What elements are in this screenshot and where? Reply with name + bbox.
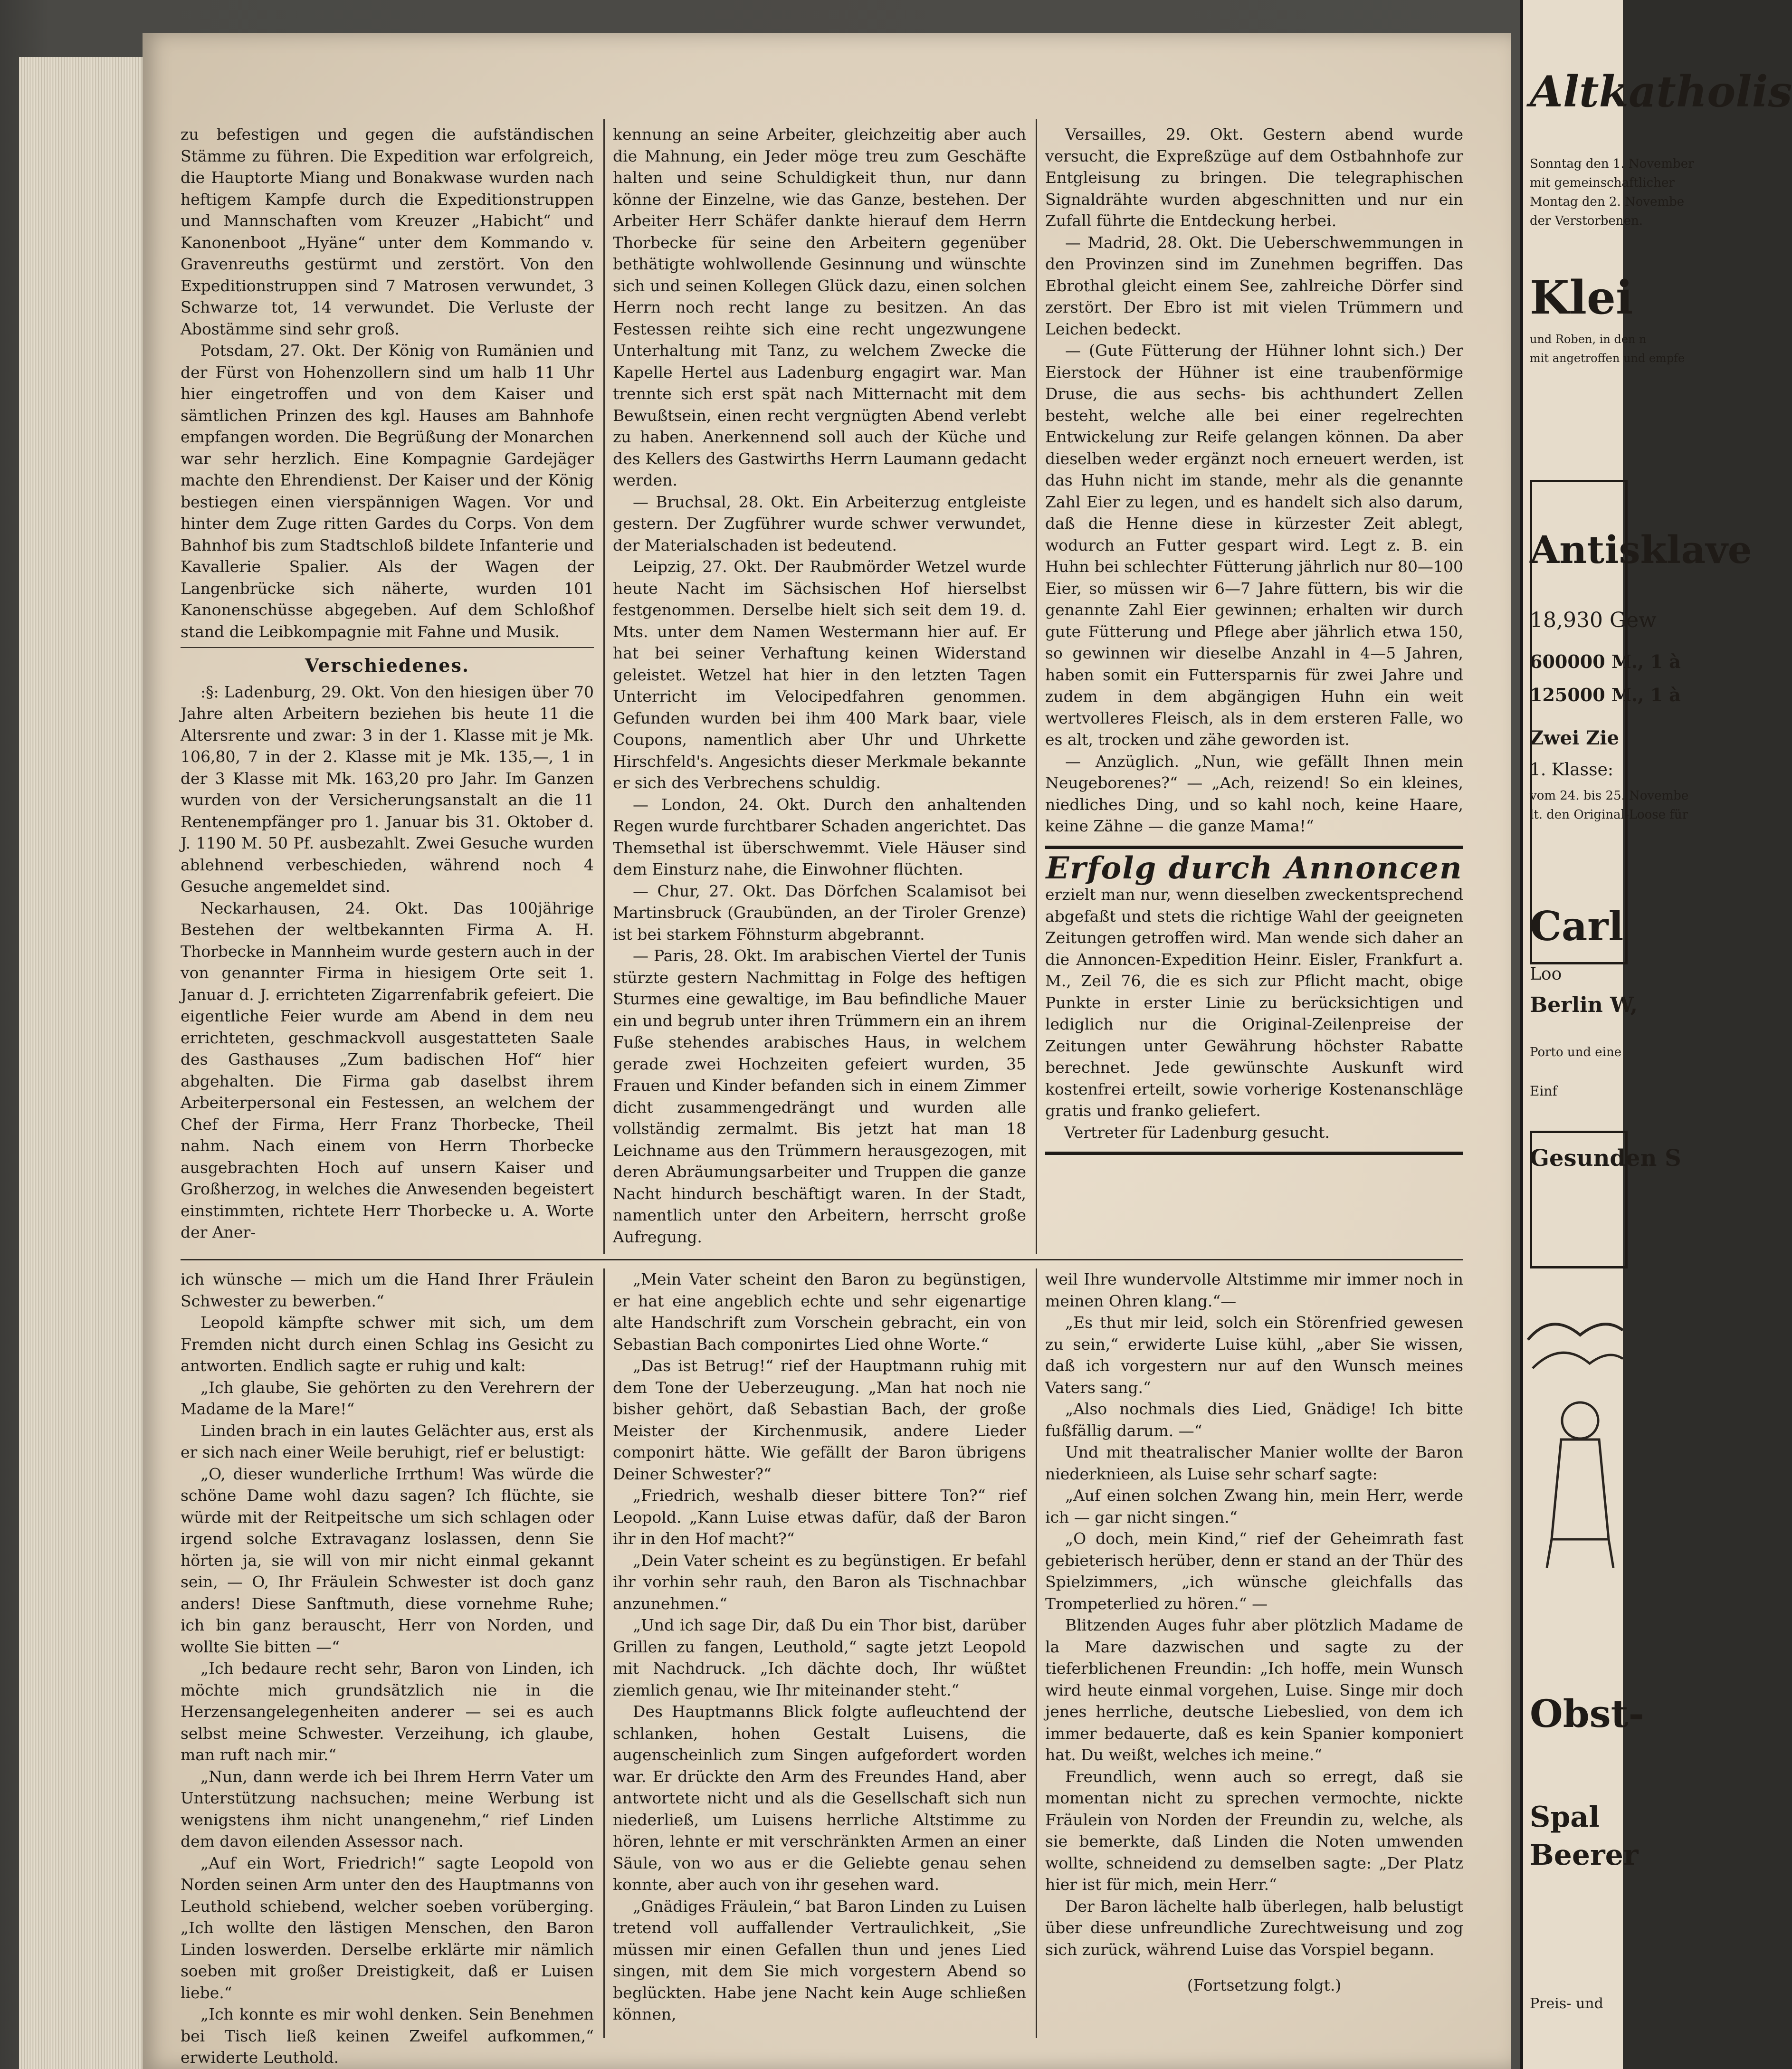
story-continuation: (Fortsetzung folgt.) bbox=[1187, 1976, 1342, 1994]
story-col1 bbox=[181, 1268, 594, 2067]
np-carl-0: Carl bbox=[1530, 903, 1624, 950]
article-bruchsal: — Bruchsal, 28. Okt. Ein Arbeiterzug entgleiste gestern. Der Zugführer wurde schwer verwundet, der Materialschaden ist bedeutend. bbox=[613, 492, 1026, 554]
story-col1-p0: ich wünsche — mich um die Hand Ihrer Fräulein Schwester zu bewerben.“ bbox=[181, 1270, 594, 1310]
article-thorbecke-cont: kennung an seine Arbeiter, gleichzeitig aber auch die Mahnung, ein Jeder möge treu zum Geschäfte halten und seine Schuldigkeit thun, nur dann könne der Einzelne, wie das Ganze, bestehen. Der Arbeiter Herr Schäfer dankte hierauf dem Herrn Thorbecke für seine den Arbeitern gegenüber bethätigte wohlwollende Gesinnung und wünschte sich und seinen Kollegen Glück dazu, einen solchen Herrn noch recht lange zu besitzen. An das Festessen reihte sich eine recht ungezwungene Unterhaltung mit Tanz, zu welchem Zwecke die Kapelle Hertel aus Ladenburg engagirt war. Man trennte sich erst spät nach Mitternacht mit dem Bewußtsein, einen recht vergnügten Abend verlebt zu haben. Anerkennend soll auch der Küche und des Kellers des Gastwirths Herrn Laumann gedacht werden. bbox=[613, 125, 1026, 489]
np-notice-1: mit gemeinschaftlicher bbox=[1530, 176, 1675, 190]
np-girl-illustration bbox=[1523, 1311, 1623, 1577]
story-col3-p8: Der Baron lächelte halb überlegen, halb belustigt über diese unfreundliche Zurechtweisung und zog sich zurück, während Luise das Vorspiel begann. bbox=[1045, 1897, 1463, 1959]
story-col2-p2: „Friedrich, weshalb dieser bittere Ton?“ rief Leopold. „Kann Luise etwas dafür, daß der Baron ihr in den Hof macht?“ bbox=[613, 1486, 1026, 1548]
ad-bottom-rule bbox=[1045, 1152, 1463, 1155]
story-col3-p2: „Also nochmals dies Lied, Gnädige! Ich bitte fußfällig darum. —“ bbox=[1045, 1400, 1463, 1440]
article-london: — London, 24. Okt. Durch den anhaltenden Regen wurde furchtbarer Schaden angerichtet. Das Themsethal ist überschwemmt. Viele Häuser sind dem Einsturz nahe, die Einwohner flüchten. bbox=[613, 795, 1026, 878]
ad-text: erzielt man nur, wenn dieselben zweckentsprechend abgefaßt und stets die richtige Wahl der geeigneten Zeitungen getroffen wird. Man wende sich daher an die Annoncen-Expedition Heinr. Eisler, Frankfurt a. M., Zeil 76, die es sich zur Pflicht macht, obige Punkte in erster Linie zu berücksichtigen und lediglich nur die Original-Zeilenpreise der Zeitungen unter Gewährung höchster Rabatte berechnet. Jede gewünschte Auskunft wird kostenfrei erteilt, sowie vorherige Kostenanschläge gratis und franko geliefert. bbox=[1045, 885, 1463, 1120]
next-page-fragment bbox=[1520, 0, 1792, 2069]
article-gravenreuth: zu befestigen und gegen die aufständischen Stämme zu führen. Die Expedition war erfolgreich, die Hauptorte Miang und Bonakwase wurden nach heftigem Kampfe durch die Expeditionstruppen und Mannschaften vom Kreuzer „Habicht“ und Kanonenboot „Hyäne“ unter dem Kommando v. Gravenreuths gestürmt und zerstört. Von den Expeditionstruppen sind 7 Matrosen verwundet, 3 Schwarze tot, 14 verwundet. Die Verluste der Abostämme sind sehr groß. bbox=[181, 125, 594, 338]
story-col2-p5: Des Hauptmanns Blick folgte aufleuchtend der schlanken, hohen Gestalt Luisens, die augenscheinlich zum Singen aufgefordert worden war. Er drückte den Arm des Freundes Hand, aber antwortete nicht und als die Gesellschaft sich nun niederließ, um Luisens herrliche Altstimme zu hören, lehnte er mit verschränkten Armen an einer Säule, von wo aus er die Geliebte genau sehen konnte, aber auch von ihr gesehen ward. bbox=[613, 1702, 1026, 1894]
ad-footer: Vertreter für Ladenburg gesucht. bbox=[1064, 1123, 1330, 1142]
np-obst-1: Spal bbox=[1530, 1801, 1600, 1834]
article-neckarhausen: Neckarhausen, 24. Okt. Das 100jährige Bestehen der weltbekannten Firma A. H. Thorbecke in Mannheim wurde gestern auch in der von genannter Firma in hiesigem Orte seit 1. Januar d. J. errichteten Zigarrenfabrik gefeiert. Die eigentliche Feier wurde am Abend in dem neu errichteten, geschmackvoll ausgestatteten Saale des Gasthauses „Zum badischen Hof“ hier abgehalten. Die Firma gab daselbst ihrem Arbeiterpersonal ein Festessen, an welchem der Chef der Firma, Herr Franz Thorbecke, Theil nahm. Nach einem von Herrn Thorbecke ausgebrachten Hoch auf unsern Kaiser und Großherzog, in welches die Anwesenden begeistert einstimmten, richtete Herr Thorbecke u. A. Worte der Aner- bbox=[181, 898, 594, 1241]
np-notice-3: der Verstorbenen. bbox=[1530, 214, 1643, 228]
col3-upper bbox=[1045, 124, 1463, 1249]
np-antisklav: Antisklave bbox=[1530, 527, 1752, 572]
np-carl-3: Porto und eine bbox=[1530, 1045, 1622, 1059]
feuilleton-divider bbox=[181, 1259, 1463, 1260]
story-col1-p2: „Ich glaube, Sie gehörten zu den Verehrern der Madame de la Mare!“ bbox=[181, 1378, 594, 1418]
np-klei-sub-1: mit angetroffen und empfe bbox=[1530, 352, 1685, 365]
article-chur: — Chur, 27. Okt. Das Dörfchen Scalamisot bei Martinsbruck (Graubünden, an der Tiroler Grenze) ist bei starkem Föhnsturm abgebrannt. bbox=[613, 881, 1026, 944]
ad-title: Erfolg durch Annoncen bbox=[1046, 850, 1463, 886]
story-col3-p0: weil Ihre wundervolle Altstimme mir immer noch in meinen Ohren klang.“— bbox=[1045, 1270, 1463, 1310]
np-klei-sub-0: und Roben, in den n bbox=[1530, 333, 1647, 346]
ad-top-rule bbox=[1045, 846, 1463, 849]
column-rule-3 bbox=[603, 1268, 605, 2038]
np-notice-0: Sonntag den 1. November bbox=[1530, 157, 1694, 171]
story-col1-p3: Linden brach in ein lautes Gelächter aus, erst als er sich nach einer Weile beruhigt, rief er belustigt: bbox=[181, 1421, 594, 1461]
col1-upper bbox=[181, 124, 594, 1245]
article-anzueglich: — Anzüglich. „Nun, wie gefällt Ihnen mein Neugeborenes?“ — „Ach, reizend! So ein kleines, niedliches Ding, und so kahl noch, keine Haare, keine Zähne — die ganze Mama!“ bbox=[1045, 752, 1463, 835]
column-rule-2 bbox=[1036, 119, 1037, 1254]
section-heading-verschiedenes: Verschiedenes. bbox=[305, 655, 470, 676]
story-col1-p8: „Ich konnte es mir wohl denken. Sein Benehmen bei Tisch ließ keinen Zweifel aufkommen,“ erwiderte Leuthold. bbox=[181, 2005, 594, 2067]
book-page-edges bbox=[19, 57, 152, 2069]
story-col2-p6: „Gnädiges Fräulein,“ bat Baron Linden zu Luisen tretend voll auffallender Vertraulichkeit, „Sie müssen mir einen Gefallen thun und jenes Lied singen, mit dem Sie mich vorgestern Abend so beglückten. Habe jene Nacht kein Auge schließen können, bbox=[613, 1897, 1026, 2023]
article-madrid: — Madrid, 28. Okt. Die Ueberschwemmungen in den Provinzen sind im Zunehmen begriffen. Das Ebrothal gleicht einem See, zahlreiche Dörfer sind zerstört. Der Ebro ist mit vielen Trümmern und Leichen bedeckt. bbox=[1045, 233, 1463, 338]
article-versailles: Versailles, 29. Okt. Gestern abend wurde versucht, die Expreßzüge auf dem Ostbahnhofe zur Entgleisung zu bringen. Die telegraphischen Signaldrähte wurden abgeschnitten und nur ein Zufall führte die Entdeckung herbei. bbox=[1045, 125, 1463, 230]
story-col2-p3: „Dein Vater scheint es zu begünstigen. Er befahl ihr vorhin sehr rauh, den Baron als Tischnachbar anzunehmen.“ bbox=[613, 1551, 1026, 1613]
np-obst-0: Obst- bbox=[1530, 1691, 1644, 1736]
story-col3 bbox=[1045, 1268, 1463, 2038]
article-ladenburg: :§: Ladenburg, 29. Okt. Von den hiesigen über 70 Jahre alten Arbeitern beziehen bis heute 11 die Altersrente und zwar: 3 in der 1. Klasse mit je Mk. 106,80, 7 in der 2. Klasse mit je Mk. 135,—, 1 in der 3 Klasse mit Mk. 163,20 pro Jahr. Im Ganzen wurden von der Versicherungsanstalt an die 11 Rentenempfänger pro 1. Januar bis 31. Oktober d. J. 1190 M. 50 Pf. ausbezahlt. Zwei Gesuche wurden ablehnend verbeschieden, während noch 4 Gesuche angemeldet sind. bbox=[181, 682, 594, 896]
np-gewinn-6: lt. den Original-Loose für bbox=[1530, 808, 1688, 822]
np-gewinn-3: Zwei Zie bbox=[1530, 727, 1620, 749]
story-col1-p6: „Nun, dann werde ich bei Ihrem Herrn Vater um Unterstützung nachsuchen; meine Werbung ist wenigstens ihm nicht unangenehm,“ rief Linden dem davon eilenden Assessor nach. bbox=[181, 1767, 594, 1850]
story-col3-p6: Blitzenden Auges fuhr aber plötzlich Madame de la Mare dazwischen und sagte zu der tieferblichenen Freundin: „Ich hoffe, mein Wunsch wird heute einmal vorgehen, Luise. Singe mir doch jenes herrliche, deutsche Liebeslied, von dem ich immer bedauerte, daß es kein Spanier komponiert hat. Du weißt, welches ich meine.“ bbox=[1045, 1616, 1463, 1764]
article-potsdam: Potsdam, 27. Okt. Der König von Rumänien und der Fürst von Hohenzollern sind um halb 11 Uhr hier eingetroffen und von dem Kaiser und sämtlichen Prinzen des kgl. Hauses am Bahnhofe empfangen worden. Die Begrüßung der Monarchen war sehr herzlich. Eine Kompagnie Gardejäger machte den Ehrendienst. Der Kaiser und der König bestiegen einen vierspännigen Wagen. Vor und hinter dem Zuge ritten Gardes du Corps. Von dem Bahnhof bis zum Stadtschloß bildete Infanterie und Kavallerie Spalier. Als der Wagen der Langenbrücke sich näherte, wurden 101 Kanonenschüsse abgegeben. Auf dem Schloßhof stand die Leibkompagnie mit Fahne und Musik. bbox=[181, 341, 594, 641]
ad-body bbox=[1045, 884, 1463, 1143]
np-obst-2: Beerer bbox=[1530, 1839, 1639, 1872]
column-rule-1 bbox=[603, 119, 605, 1254]
story-col2-p4: „Und ich sage Dir, daß Du ein Thor bist, darüber Grillen zu fangen, Leuthold,“ sagte jetzt Leopold mit Nachdruck. „Ich dächte doch, Ihr wüßtet ziemlich genau, wie Ihr miteinander steht.“ bbox=[613, 1616, 1026, 1699]
section-divider bbox=[181, 647, 594, 648]
np-gesund: Gesunden S bbox=[1530, 1145, 1681, 1172]
np-masthead: Altkatholis bbox=[1530, 67, 1792, 117]
article-huehner: — (Gute Fütterung der Hühner lohnt sich.) Der Eierstock der Hühner ist eine traubenförmige Druse, die aus sechs- bis achthundert Zellen besteht, welche alle bei einer regelrechten Entwickelung zur Reife gelangen können. Da aber dieselben weder ergänzt noch erneuert werden, ist das Huhn nicht im stande, mehr als die genannte Zahl Eier zu legen, und es handelt sich also darum, daß die Henne diese in kürzester Zeit ablegt, wodurch an Futter gespart wird. Legt z. B. ein Huhn bei schlechter Fütterung jährlich nur 80—100 Eier, so müssen wir 6—7 Jahre füttern, bis wir die genannte Zahl Eier gewinnen; erhalten wir durch gute Fütterung und Pflege aber jährlich etwa 150, so gewinnen wir dieselbe Anzahl in 4—5 Jahren, haben somit ein Futtersparnis für zwei Jahre und zudem in dem abgängigen Huhn ein weit wertvolleres Fleisch, als in dem ersteren Falle, wo es alt, trocken und zähe geworden ist. bbox=[1045, 341, 1463, 749]
story-col2-p1: „Das ist Betrug!“ rief der Hauptmann ruhig mit dem Tone der Ueberzeugung. „Man hat noch nie bisher gehört, daß Sebastian Bach, der große Meister der Kirchenmusik, andere Lieder componirt hätte. Wie gefällt der Baron übrigens Deiner Schwester?“ bbox=[613, 1356, 1026, 1483]
np-klei: Klei bbox=[1530, 271, 1633, 324]
np-notice-2: Montag den 2. Novembe bbox=[1530, 195, 1685, 209]
story-col1-p4: „O, dieser wunderliche Irrthum! Was würde die schöne Dame wohl dazu sagen? Ich flüchte, sie würde mit der Reitpeitsche um sich schlagen oder irgend solche Extravaganz loslassen, denn Sie hörten ja, sie will von mir nicht einmal gekannt sein, — O, Ihr Fräulein Schwester ist doch ganz anders! Diese Sanftmuth, diese vornehme Ruhe; ich bin ganz berauscht, Herr von Norden, und wollte Sie bitten —“ bbox=[181, 1464, 594, 1656]
np-gewinn-5: vom 24. bis 25. Novembe bbox=[1530, 789, 1689, 803]
story-col1-p7: „Auf ein Wort, Friedrich!“ sagte Leopold von Norden seinen Arm unter den des Hauptmanns von Leuthold schiebend, welcher soeben vorüberging. „Ich wollte den lästigen Menschen, den Baron Linden loswerden. Derselbe erklärte mir nämlich soeben mit großer Dreistigkeit, daß er Luisen liebe.“ bbox=[181, 1853, 594, 2002]
story-col1-p5: „Ich bedaure recht sehr, Baron von Linden, ich möchte mich grundsätzlich nie in die Herzensangelegenheiten anderer — sei es auch selbst meine Schwester. Verzeihung, ich glaube, man ruft nach mir.“ bbox=[181, 1659, 594, 1764]
newspaper-page bbox=[143, 33, 1511, 2069]
np-carl-2: Berlin W, bbox=[1530, 993, 1638, 1017]
story-col3-p4: „Auf einen solchen Zwang hin, mein Herr, werde ich — gar nicht singen.“ bbox=[1045, 1486, 1463, 1526]
column-rule-4 bbox=[1036, 1268, 1037, 2038]
np-gewinn-0: 18,930 Gew bbox=[1530, 608, 1657, 632]
np-gewinn-2: 125000 M., 1 à bbox=[1530, 684, 1681, 706]
col2-upper bbox=[613, 124, 1026, 1245]
np-gewinn-1: 600000 M., 1 à bbox=[1530, 651, 1681, 672]
story-col1-p1: Leopold kämpfte schwer mit sich, um dem Fremden nicht durch einen Schlag ins Gesicht zu antworten. Endlich sagte er ruhig und kalt: bbox=[181, 1313, 594, 1375]
story-col3-p1: „Es thut mir leid, solch ein Störenfried gewesen zu sein,“ erwiderte Luise kühl, „aber Sie wissen, daß ich vorgestern nur auf den Wunsch meines Vaters sang.“ bbox=[1045, 1313, 1463, 1397]
article-leipzig: Leipzig, 27. Okt. Der Raubmörder Wetzel wurde heute Nacht im Sächsischen Hof hierselbst festgenommen. Derselbe hielt sich seit dem 19. d. Mts. unter dem Namen Westermann hier auf. Er hat bei seiner Verhaftung keinen Widerstand geleistet. Wetzel hat hier in den letzten Tagen Unterricht im Velocipedfahren genommen. Gefunden wurden bei ihm 400 Mark baar, viele Coupons, namentlich aber Uhr und Uhrkette Hirschfeld's. Angesichts dieser Merkmale bekannte er sich des Verbrechens schuldig. bbox=[613, 557, 1026, 792]
story-col2 bbox=[613, 1268, 1026, 2029]
article-paris: — Paris, 28. Okt. Im arabischen Viertel der Tunis stürzte gestern Nachmittag in Folge des heftigen Sturmes eine gewaltige, im Bau befindliche Mauer ein und begrub unter ihren Trümmern ein an ihrem Fuße stehendes arabisches Haus, in welchem gerade zwei Hochzeiten gefeiert wurden, 35 Frauen und Kinder befanden sich in einem Zimmer dicht zusammengedrängt und wurden alle vollständig zermalmt. Bis jetzt hat man 18 Leichname aus den Trümmern herausgezogen, mit deren Abräumungsarbeiter und Truppen die ganze Nacht hindurch beschäftigt waren. In der Stadt, namentlich unter den Arbeitern, herrscht große Aufregung. bbox=[613, 946, 1026, 1246]
np-gewinn-4: 1. Klasse: bbox=[1530, 760, 1614, 780]
np-carl-4: Einf bbox=[1530, 1083, 1557, 1099]
story-col2-p0: „Mein Vater scheint den Baron zu begünstigen, er hat eine angeblich echte und sehr eigenartige alte Handschrift zum Vorschein gebracht, ein von Sebastian Bach componirtes Lied ohne Worte.“ bbox=[613, 1270, 1026, 1354]
np-obst-3: Preis- und bbox=[1530, 1995, 1603, 2012]
story-col3-p3: Und mit theatralischer Manier wollte der Baron niederknieen, als Luise sehr scharf sagte: bbox=[1045, 1443, 1463, 1483]
story-col3-p7: Freundlich, wenn auch so erregt, daß sie momentan nicht zu sprechen vermochte, nickte Fräulein von Norden der Freundin zu, welche, als sie bemerkte, daß Linden die Noten umwenden wollte, schneidend zu demselben sagte: „Der Platz hier ist für mich, mein Herr.“ bbox=[1045, 1767, 1463, 1894]
story-col3-p5: „O doch, mein Kind,“ rief der Geheimrath fast gebieterisch herüber, denn er stand an der Thür des Spielzimmers, „ich wünsche gleichfalls das Trompeterlied zu hören.“ — bbox=[1045, 1529, 1463, 1613]
np-carl-1: Loo bbox=[1530, 964, 1562, 984]
